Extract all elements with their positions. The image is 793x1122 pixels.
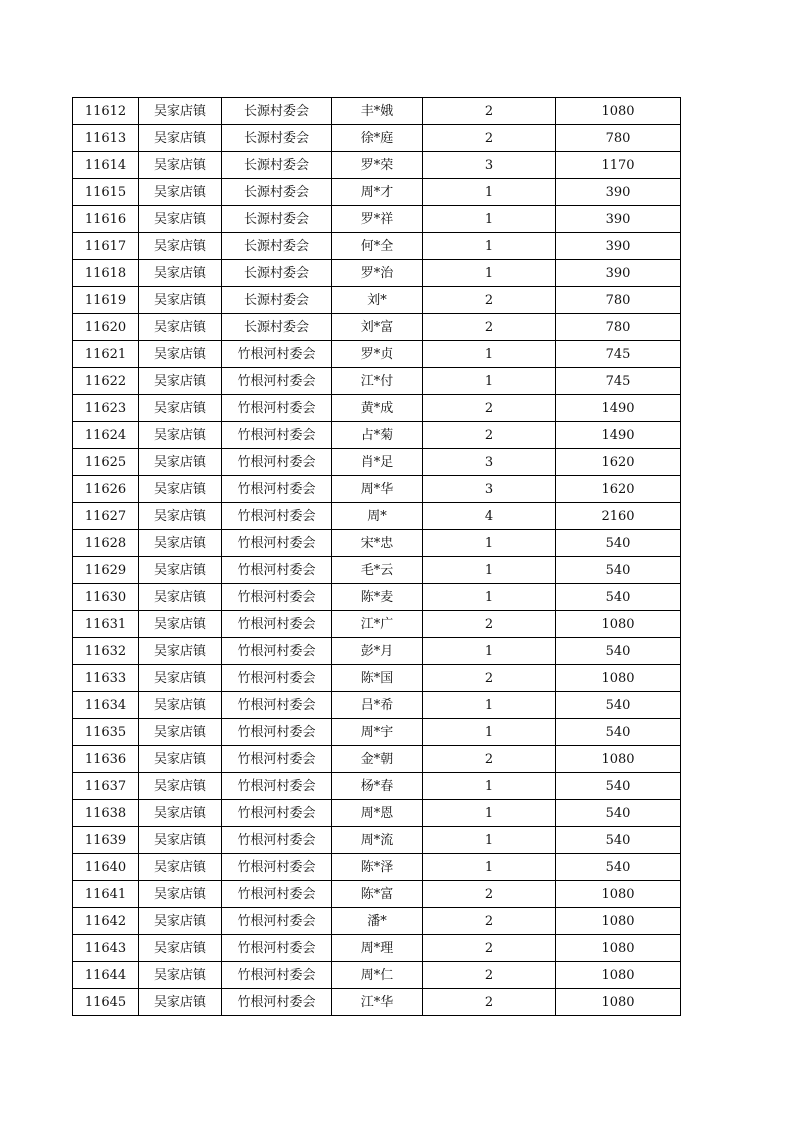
town-cell: 吴家店镇: [139, 314, 222, 341]
name-cell: 丰*娥: [332, 98, 423, 125]
amount-cell: 540: [556, 557, 681, 584]
town-cell: 吴家店镇: [139, 881, 222, 908]
count-cell: 1: [423, 206, 556, 233]
amount-cell: 780: [556, 287, 681, 314]
village-cell: 竹根河村委会: [222, 503, 332, 530]
name-cell: 罗*祥: [332, 206, 423, 233]
amount-cell: 1490: [556, 395, 681, 422]
count-cell: 2: [423, 665, 556, 692]
count-cell: 1: [423, 638, 556, 665]
name-cell: 占*菊: [332, 422, 423, 449]
serial-number-cell: 11642: [73, 908, 139, 935]
town-cell: 吴家店镇: [139, 584, 222, 611]
table-row: [73, 557, 681, 584]
name-cell: 刘*富: [332, 314, 423, 341]
amount-cell: 390: [556, 179, 681, 206]
name-cell: 罗*贞: [332, 341, 423, 368]
name-cell: 罗*荣: [332, 152, 423, 179]
table-row: [73, 989, 681, 1016]
village-cell: 竹根河村委会: [222, 989, 332, 1016]
town-cell: 吴家店镇: [139, 962, 222, 989]
serial-number-cell: 11614: [73, 152, 139, 179]
name-cell: 周*才: [332, 179, 423, 206]
town-cell: 吴家店镇: [139, 260, 222, 287]
name-cell: 徐*庭: [332, 125, 423, 152]
village-cell: 竹根河村委会: [222, 773, 332, 800]
count-cell: 2: [423, 962, 556, 989]
table-row: [73, 692, 681, 719]
village-cell: 竹根河村委会: [222, 341, 332, 368]
count-cell: 1: [423, 368, 556, 395]
amount-cell: 1080: [556, 881, 681, 908]
serial-number-cell: 11618: [73, 260, 139, 287]
count-cell: 2: [423, 125, 556, 152]
count-cell: 2: [423, 314, 556, 341]
serial-number-cell: 11644: [73, 962, 139, 989]
amount-cell: 540: [556, 584, 681, 611]
town-cell: 吴家店镇: [139, 935, 222, 962]
count-cell: 1: [423, 854, 556, 881]
amount-cell: 1080: [556, 611, 681, 638]
town-cell: 吴家店镇: [139, 746, 222, 773]
table-body: [73, 98, 681, 1016]
town-cell: 吴家店镇: [139, 368, 222, 395]
count-cell: 1: [423, 179, 556, 206]
amount-cell: 540: [556, 530, 681, 557]
village-cell: 竹根河村委会: [222, 395, 332, 422]
serial-number-cell: 11620: [73, 314, 139, 341]
table-row: [73, 881, 681, 908]
amount-cell: 1620: [556, 449, 681, 476]
count-cell: 1: [423, 530, 556, 557]
name-cell: 江*广: [332, 611, 423, 638]
table-row: [73, 125, 681, 152]
name-cell: 陈*泽: [332, 854, 423, 881]
table-row: [73, 233, 681, 260]
serial-number-cell: 11612: [73, 98, 139, 125]
name-cell: 何*全: [332, 233, 423, 260]
town-cell: 吴家店镇: [139, 854, 222, 881]
name-cell: 陈*富: [332, 881, 423, 908]
count-cell: 2: [423, 908, 556, 935]
amount-cell: 1170: [556, 152, 681, 179]
serial-number-cell: 11626: [73, 476, 139, 503]
table-row: [73, 773, 681, 800]
serial-number-cell: 11623: [73, 395, 139, 422]
amount-cell: 1080: [556, 746, 681, 773]
serial-number-cell: 11613: [73, 125, 139, 152]
serial-number-cell: 11628: [73, 530, 139, 557]
serial-number-cell: 11633: [73, 665, 139, 692]
table-row: [73, 422, 681, 449]
town-cell: 吴家店镇: [139, 341, 222, 368]
amount-cell: 1490: [556, 422, 681, 449]
table-row: [73, 314, 681, 341]
count-cell: 1: [423, 773, 556, 800]
name-cell: 刘*: [332, 287, 423, 314]
serial-number-cell: 11630: [73, 584, 139, 611]
serial-number-cell: 11636: [73, 746, 139, 773]
count-cell: 1: [423, 827, 556, 854]
village-cell: 长源村委会: [222, 206, 332, 233]
count-cell: 3: [423, 476, 556, 503]
table-row: [73, 611, 681, 638]
table-row: [73, 665, 681, 692]
village-cell: 竹根河村委会: [222, 935, 332, 962]
town-cell: 吴家店镇: [139, 422, 222, 449]
serial-number-cell: 11634: [73, 692, 139, 719]
name-cell: 周*华: [332, 476, 423, 503]
village-cell: 长源村委会: [222, 152, 332, 179]
count-cell: 2: [423, 989, 556, 1016]
table-row: [73, 935, 681, 962]
amount-cell: 1620: [556, 476, 681, 503]
serial-number-cell: 11616: [73, 206, 139, 233]
name-cell: 江*付: [332, 368, 423, 395]
village-cell: 竹根河村委会: [222, 746, 332, 773]
name-cell: 金*朝: [332, 746, 423, 773]
name-cell: 周*宇: [332, 719, 423, 746]
amount-cell: 1080: [556, 989, 681, 1016]
name-cell: 彭*月: [332, 638, 423, 665]
town-cell: 吴家店镇: [139, 449, 222, 476]
serial-number-cell: 11641: [73, 881, 139, 908]
village-cell: 竹根河村委会: [222, 665, 332, 692]
town-cell: 吴家店镇: [139, 692, 222, 719]
amount-cell: 1080: [556, 98, 681, 125]
town-cell: 吴家店镇: [139, 98, 222, 125]
village-cell: 竹根河村委会: [222, 557, 332, 584]
table-row: [73, 98, 681, 125]
name-cell: 江*华: [332, 989, 423, 1016]
village-cell: 竹根河村委会: [222, 827, 332, 854]
village-cell: 长源村委会: [222, 314, 332, 341]
name-cell: 黄*成: [332, 395, 423, 422]
name-cell: 肖*足: [332, 449, 423, 476]
table-row: [73, 719, 681, 746]
serial-number-cell: 11625: [73, 449, 139, 476]
town-cell: 吴家店镇: [139, 206, 222, 233]
amount-cell: 1080: [556, 908, 681, 935]
table-row: [73, 260, 681, 287]
amount-cell: 540: [556, 638, 681, 665]
count-cell: 1: [423, 692, 556, 719]
table-row: [73, 476, 681, 503]
name-cell: 陈*麦: [332, 584, 423, 611]
serial-number-cell: 11617: [73, 233, 139, 260]
count-cell: 1: [423, 557, 556, 584]
village-cell: 竹根河村委会: [222, 530, 332, 557]
amount-cell: 1080: [556, 665, 681, 692]
village-cell: 竹根河村委会: [222, 881, 332, 908]
table-row: [73, 530, 681, 557]
town-cell: 吴家店镇: [139, 530, 222, 557]
village-cell: 竹根河村委会: [222, 584, 332, 611]
village-cell: 竹根河村委会: [222, 719, 332, 746]
count-cell: 2: [423, 611, 556, 638]
count-cell: 1: [423, 800, 556, 827]
serial-number-cell: 11645: [73, 989, 139, 1016]
table-row: [73, 341, 681, 368]
serial-number-cell: 11627: [73, 503, 139, 530]
name-cell: 周*: [332, 503, 423, 530]
data-table: [72, 97, 681, 1016]
town-cell: 吴家店镇: [139, 665, 222, 692]
village-cell: 竹根河村委会: [222, 962, 332, 989]
name-cell: 周*理: [332, 935, 423, 962]
town-cell: 吴家店镇: [139, 395, 222, 422]
serial-number-cell: 11615: [73, 179, 139, 206]
count-cell: 1: [423, 584, 556, 611]
table-row: [73, 962, 681, 989]
village-cell: 长源村委会: [222, 125, 332, 152]
amount-cell: 540: [556, 854, 681, 881]
table-row: [73, 584, 681, 611]
town-cell: 吴家店镇: [139, 908, 222, 935]
serial-number-cell: 11619: [73, 287, 139, 314]
village-cell: 竹根河村委会: [222, 638, 332, 665]
table-row: [73, 908, 681, 935]
amount-cell: 745: [556, 341, 681, 368]
name-cell: 周*仁: [332, 962, 423, 989]
village-cell: 竹根河村委会: [222, 611, 332, 638]
amount-cell: 2160: [556, 503, 681, 530]
town-cell: 吴家店镇: [139, 503, 222, 530]
village-cell: 竹根河村委会: [222, 449, 332, 476]
serial-number-cell: 11637: [73, 773, 139, 800]
village-cell: 竹根河村委会: [222, 692, 332, 719]
town-cell: 吴家店镇: [139, 125, 222, 152]
amount-cell: 780: [556, 125, 681, 152]
name-cell: 毛*云: [332, 557, 423, 584]
count-cell: 2: [423, 287, 556, 314]
table-row: [73, 827, 681, 854]
serial-number-cell: 11631: [73, 611, 139, 638]
count-cell: 4: [423, 503, 556, 530]
town-cell: 吴家店镇: [139, 638, 222, 665]
name-cell: 杨*春: [332, 773, 423, 800]
amount-cell: 745: [556, 368, 681, 395]
count-cell: 2: [423, 395, 556, 422]
amount-cell: 540: [556, 827, 681, 854]
serial-number-cell: 11640: [73, 854, 139, 881]
count-cell: 2: [423, 881, 556, 908]
town-cell: 吴家店镇: [139, 476, 222, 503]
town-cell: 吴家店镇: [139, 800, 222, 827]
serial-number-cell: 11638: [73, 800, 139, 827]
town-cell: 吴家店镇: [139, 557, 222, 584]
serial-number-cell: 11632: [73, 638, 139, 665]
name-cell: 吕*希: [332, 692, 423, 719]
village-cell: 竹根河村委会: [222, 854, 332, 881]
count-cell: 2: [423, 935, 556, 962]
count-cell: 1: [423, 341, 556, 368]
town-cell: 吴家店镇: [139, 611, 222, 638]
table-row: [73, 746, 681, 773]
count-cell: 3: [423, 449, 556, 476]
town-cell: 吴家店镇: [139, 773, 222, 800]
name-cell: 潘*: [332, 908, 423, 935]
village-cell: 竹根河村委会: [222, 908, 332, 935]
serial-number-cell: 11639: [73, 827, 139, 854]
count-cell: 2: [423, 746, 556, 773]
town-cell: 吴家店镇: [139, 827, 222, 854]
table-row: [73, 179, 681, 206]
serial-number-cell: 11621: [73, 341, 139, 368]
serial-number-cell: 11635: [73, 719, 139, 746]
count-cell: 2: [423, 422, 556, 449]
village-cell: 长源村委会: [222, 260, 332, 287]
name-cell: 宋*忠: [332, 530, 423, 557]
amount-cell: 540: [556, 773, 681, 800]
town-cell: 吴家店镇: [139, 719, 222, 746]
amount-cell: 540: [556, 800, 681, 827]
amount-cell: 390: [556, 260, 681, 287]
village-cell: 竹根河村委会: [222, 422, 332, 449]
table-row: [73, 638, 681, 665]
village-cell: 长源村委会: [222, 98, 332, 125]
table-row: [73, 206, 681, 233]
serial-number-cell: 11624: [73, 422, 139, 449]
name-cell: 陈*国: [332, 665, 423, 692]
table-row: [73, 395, 681, 422]
table-row: [73, 503, 681, 530]
town-cell: 吴家店镇: [139, 287, 222, 314]
count-cell: 3: [423, 152, 556, 179]
amount-cell: 390: [556, 233, 681, 260]
town-cell: 吴家店镇: [139, 989, 222, 1016]
village-cell: 竹根河村委会: [222, 368, 332, 395]
count-cell: 1: [423, 719, 556, 746]
serial-number-cell: 11643: [73, 935, 139, 962]
amount-cell: 540: [556, 719, 681, 746]
town-cell: 吴家店镇: [139, 179, 222, 206]
table-row: [73, 449, 681, 476]
count-cell: 1: [423, 233, 556, 260]
village-cell: 竹根河村委会: [222, 800, 332, 827]
amount-cell: 540: [556, 692, 681, 719]
name-cell: 罗*治: [332, 260, 423, 287]
amount-cell: 1080: [556, 962, 681, 989]
serial-number-cell: 11629: [73, 557, 139, 584]
table-row: [73, 368, 681, 395]
amount-cell: 780: [556, 314, 681, 341]
town-cell: 吴家店镇: [139, 233, 222, 260]
table-row: [73, 800, 681, 827]
town-cell: 吴家店镇: [139, 152, 222, 179]
table-row: [73, 152, 681, 179]
amount-cell: 1080: [556, 935, 681, 962]
amount-cell: 390: [556, 206, 681, 233]
village-cell: 长源村委会: [222, 287, 332, 314]
count-cell: 2: [423, 98, 556, 125]
name-cell: 周*恩: [332, 800, 423, 827]
count-cell: 1: [423, 260, 556, 287]
table-row: [73, 287, 681, 314]
village-cell: 长源村委会: [222, 179, 332, 206]
name-cell: 周*流: [332, 827, 423, 854]
table-row: [73, 854, 681, 881]
village-cell: 竹根河村委会: [222, 476, 332, 503]
serial-number-cell: 11622: [73, 368, 139, 395]
village-cell: 长源村委会: [222, 233, 332, 260]
